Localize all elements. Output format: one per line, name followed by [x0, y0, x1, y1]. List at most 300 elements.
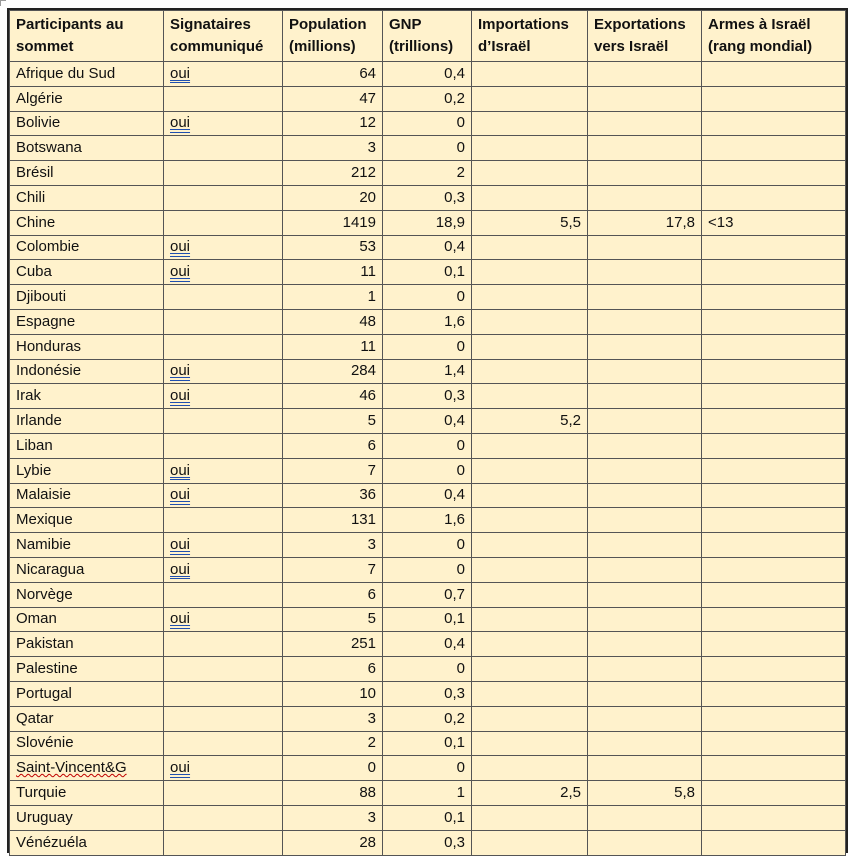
cell-signataire-text: oui	[170, 114, 191, 132]
cell-gnp-text: 0,1	[444, 808, 465, 826]
cell-population	[283, 235, 383, 260]
cell-gnp	[383, 731, 472, 756]
cell-population	[283, 508, 383, 533]
cell-population	[283, 632, 383, 657]
cell-signataire	[164, 409, 283, 434]
cell-population	[283, 384, 383, 409]
cell-armes	[702, 756, 846, 781]
cell-armes	[702, 409, 846, 434]
cell-exportations	[588, 86, 702, 111]
cell-gnp	[383, 781, 472, 806]
cell-gnp-text: 0	[456, 759, 465, 777]
cell-gnp	[383, 681, 472, 706]
cell-participant-text: Namibie	[16, 536, 72, 554]
cell-participant	[10, 285, 164, 310]
cell-population-text: 10	[359, 684, 376, 702]
cell-gnp-text: 0,7	[444, 585, 465, 603]
cell-population	[283, 657, 383, 682]
cell-armes	[702, 582, 846, 607]
cell-population-text: 36	[359, 486, 376, 504]
cell-participant-text: Irak	[16, 387, 42, 405]
cell-exportations	[588, 731, 702, 756]
cell-exportations	[588, 260, 702, 285]
cell-participant	[10, 433, 164, 458]
cell-participant-text: Chine	[16, 213, 56, 231]
cell-participant-text: Liban	[16, 436, 53, 454]
cell-armes	[702, 235, 846, 260]
table-row	[10, 582, 846, 607]
cell-signataire	[164, 384, 283, 409]
cell-signataire	[164, 830, 283, 855]
cell-importations	[472, 731, 588, 756]
cell-participant-text: Nicaragua	[16, 560, 85, 578]
cell-importations	[472, 830, 588, 855]
cell-gnp-text: 0,4	[444, 486, 465, 504]
header-armes: Armes à Israël (rang mondial)	[702, 11, 846, 62]
cell-importations	[472, 86, 588, 111]
cell-armes	[702, 111, 846, 136]
cell-population	[283, 483, 383, 508]
cell-population	[283, 458, 383, 483]
cell-participant-text: Palestine	[16, 660, 78, 678]
cell-exportations	[588, 433, 702, 458]
table-row	[10, 185, 846, 210]
cell-participant-text: Afrique du Sud	[16, 64, 116, 82]
cell-participant	[10, 781, 164, 806]
cell-participant-text: Oman	[16, 610, 57, 628]
cell-exportations	[588, 805, 702, 830]
cell-importations	[472, 334, 588, 359]
cell-participant-text: Qatar	[16, 709, 54, 727]
cell-participant	[10, 260, 164, 285]
cell-gnp	[383, 706, 472, 731]
cell-signataire	[164, 706, 283, 731]
cell-population	[283, 136, 383, 161]
cell-population-text: 284	[350, 362, 376, 380]
cell-gnp	[383, 136, 472, 161]
cell-importations	[472, 483, 588, 508]
cell-gnp-text: 0	[456, 560, 465, 578]
cell-armes	[702, 706, 846, 731]
cell-gnp	[383, 185, 472, 210]
cell-population-text: 11	[360, 337, 376, 355]
cell-exportations	[588, 409, 702, 434]
cell-participant-text: Irlande	[16, 412, 62, 430]
cell-population-text: 12	[359, 114, 376, 132]
cell-gnp-text: 0	[456, 536, 465, 554]
cell-gnp	[383, 210, 472, 235]
cell-gnp	[383, 483, 472, 508]
cell-gnp	[383, 607, 472, 632]
cell-importations-text: 5,2	[560, 412, 581, 430]
cell-population	[283, 86, 383, 111]
cell-gnp	[383, 62, 472, 87]
cell-signataire-text: oui	[170, 263, 191, 281]
cell-importations	[472, 210, 588, 235]
cell-participant	[10, 731, 164, 756]
cell-importations	[472, 458, 588, 483]
table-row	[10, 508, 846, 533]
cell-population-text: 5	[367, 412, 376, 430]
cell-gnp-text: 1,4	[444, 362, 465, 380]
cell-participant	[10, 161, 164, 186]
header-gnp: GNP (trillions)	[383, 11, 472, 62]
cell-gnp-text: 0	[456, 288, 465, 306]
cell-population	[283, 706, 383, 731]
cell-participant	[10, 409, 164, 434]
cell-participant	[10, 384, 164, 409]
table-row	[10, 136, 846, 161]
cell-participant-text: Chili	[16, 188, 46, 206]
cell-population-text: 1	[367, 288, 376, 306]
cell-signataire	[164, 260, 283, 285]
cell-population	[283, 285, 383, 310]
cell-participant-text: Indonésie	[16, 362, 82, 380]
cell-armes	[702, 483, 846, 508]
page-corner-mark	[0, 0, 6, 6]
header-participants: Participants au sommet	[10, 11, 164, 62]
cell-gnp	[383, 309, 472, 334]
cell-signataire-text: oui	[170, 362, 191, 380]
cell-gnp	[383, 508, 472, 533]
cell-gnp-text: 0,2	[444, 709, 465, 727]
cell-participant-text: Espagne	[16, 312, 76, 330]
cell-participant	[10, 111, 164, 136]
cell-gnp-text: 0,3	[444, 684, 465, 702]
cell-exportations	[588, 458, 702, 483]
cell-signataire	[164, 805, 283, 830]
cell-signataire	[164, 359, 283, 384]
cell-signataire	[164, 111, 283, 136]
cell-armes	[702, 607, 846, 632]
cell-participant	[10, 508, 164, 533]
cell-exportations	[588, 136, 702, 161]
cell-participant	[10, 830, 164, 855]
cell-importations-text: 5,5	[560, 213, 581, 231]
cell-gnp-text: 0	[456, 337, 465, 355]
cell-population	[283, 557, 383, 582]
cell-exportations	[588, 483, 702, 508]
cell-signataire-text: oui	[170, 536, 191, 554]
cell-population	[283, 731, 383, 756]
cell-participant-text: Brésil	[16, 164, 54, 182]
cell-armes	[702, 86, 846, 111]
cell-participant	[10, 632, 164, 657]
cell-signataire	[164, 458, 283, 483]
cell-population-text: 11	[360, 263, 376, 281]
cell-participant-text: Turquie	[16, 784, 67, 801]
cell-signataire-text: oui	[170, 759, 191, 777]
cell-signataire	[164, 235, 283, 260]
cell-importations	[472, 285, 588, 310]
table-row	[10, 210, 846, 235]
cell-importations	[472, 309, 588, 334]
cell-population-text: 3	[367, 808, 376, 826]
cell-importations	[472, 409, 588, 434]
cell-population	[283, 260, 383, 285]
cell-signataire	[164, 582, 283, 607]
cell-armes	[702, 161, 846, 186]
cell-participant	[10, 706, 164, 731]
cell-signataire	[164, 161, 283, 186]
header-exportations: Exportations vers Israël	[588, 11, 702, 62]
cell-population-text: 0	[367, 759, 376, 777]
cell-participant	[10, 681, 164, 706]
cell-population-text: 1419	[342, 213, 376, 231]
cell-participant	[10, 805, 164, 830]
cell-population	[283, 210, 383, 235]
cell-gnp	[383, 235, 472, 260]
cell-signataire	[164, 86, 283, 111]
cell-participant	[10, 62, 164, 87]
cell-exportations	[588, 235, 702, 260]
cell-signataire	[164, 508, 283, 533]
cell-gnp-text: 0,4	[444, 64, 465, 82]
cell-gnp	[383, 805, 472, 830]
table-row	[10, 235, 846, 260]
cell-gnp	[383, 285, 472, 310]
cell-population	[283, 681, 383, 706]
header-population: Population (millions)	[283, 11, 383, 62]
cell-gnp-text: 0,3	[444, 188, 465, 206]
cell-armes	[702, 458, 846, 483]
cell-population-text: 131	[350, 511, 376, 529]
cell-exportations	[588, 607, 702, 632]
cell-participant	[10, 359, 164, 384]
cell-armes	[702, 334, 846, 359]
cell-importations	[472, 582, 588, 607]
cell-armes	[702, 260, 846, 285]
table-row	[10, 632, 846, 657]
cell-importations	[472, 557, 588, 582]
cell-population-text: 28	[359, 833, 376, 851]
cell-signataire-text: oui	[170, 238, 191, 256]
cell-gnp	[383, 458, 472, 483]
cell-importations	[472, 185, 588, 210]
cell-importations	[472, 681, 588, 706]
cell-participant	[10, 86, 164, 111]
cell-exportations	[588, 285, 702, 310]
cell-gnp	[383, 260, 472, 285]
cell-gnp-text: 0	[456, 660, 465, 678]
cell-participant-text: Honduras	[16, 337, 82, 355]
cell-importations	[472, 111, 588, 136]
cell-armes	[702, 62, 846, 87]
cell-exportations	[588, 533, 702, 558]
cell-gnp	[383, 533, 472, 558]
cell-participant-text: Botswana	[16, 139, 82, 157]
cell-armes	[702, 136, 846, 161]
table-row	[10, 781, 846, 806]
cell-signataire	[164, 433, 283, 458]
cell-population	[283, 805, 383, 830]
cell-population-text: 3	[367, 139, 376, 157]
cell-participant	[10, 756, 164, 781]
cell-participant-text: Cuba	[16, 263, 52, 281]
cell-gnp-text: 0	[456, 139, 465, 157]
cell-exportations	[588, 185, 702, 210]
table-row	[10, 681, 846, 706]
cell-exportations	[588, 384, 702, 409]
cell-armes	[702, 533, 846, 558]
cell-population-text: 3	[367, 709, 376, 727]
cell-gnp	[383, 334, 472, 359]
table-row	[10, 409, 846, 434]
table-row	[10, 533, 846, 558]
cell-participant	[10, 309, 164, 334]
cell-participant-text: Vénézuéla	[16, 833, 87, 851]
table-row	[10, 334, 846, 359]
cell-armes	[702, 632, 846, 657]
cell-participant-text: Algérie	[16, 89, 63, 107]
cell-importations	[472, 161, 588, 186]
cell-importations	[472, 62, 588, 87]
cell-population	[283, 111, 383, 136]
cell-signataire	[164, 334, 283, 359]
cell-population-text: 48	[359, 312, 376, 330]
table-row	[10, 830, 846, 855]
cell-gnp	[383, 756, 472, 781]
cell-participant-text: Uruguay	[16, 808, 73, 826]
cell-signataire-text: oui	[170, 610, 191, 628]
cell-participant	[10, 657, 164, 682]
cell-participant-text: Portugal	[16, 684, 72, 702]
table-row	[10, 756, 846, 781]
cell-population-text: 2	[367, 734, 376, 752]
cell-armes	[702, 210, 846, 235]
cell-gnp	[383, 582, 472, 607]
cell-armes	[702, 681, 846, 706]
cell-participant-text: Lybie	[16, 461, 52, 479]
cell-signataire	[164, 607, 283, 632]
cell-importations	[472, 384, 588, 409]
cell-population-text: 6	[367, 660, 376, 678]
table-row	[10, 111, 846, 136]
cell-importations	[472, 756, 588, 781]
cell-armes	[702, 557, 846, 582]
cell-signataire	[164, 731, 283, 756]
cell-population	[283, 359, 383, 384]
table-header-row	[10, 11, 846, 62]
cell-exportations	[588, 830, 702, 855]
table-row	[10, 458, 846, 483]
cell-gnp-text: 0,4	[444, 238, 465, 256]
table-row	[10, 805, 846, 830]
cell-gnp	[383, 359, 472, 384]
cell-population-text: 46	[359, 387, 376, 405]
summit-participants-table	[9, 10, 846, 856]
cell-armes	[702, 285, 846, 310]
cell-exportations	[588, 508, 702, 533]
cell-exportations-text: 17,8	[665, 213, 695, 231]
cell-population	[283, 334, 383, 359]
cell-signataire	[164, 657, 283, 682]
cell-exportations	[588, 781, 702, 806]
cell-signataire-text: oui	[170, 64, 191, 82]
cell-population-text: 7	[367, 461, 376, 479]
cell-gnp	[383, 86, 472, 111]
cell-importations	[472, 706, 588, 731]
cell-gnp-text: 0,2	[444, 89, 465, 107]
cell-armes	[702, 359, 846, 384]
cell-gnp	[383, 384, 472, 409]
cell-exportations	[588, 632, 702, 657]
cell-population	[283, 533, 383, 558]
cell-importations	[472, 508, 588, 533]
cell-gnp	[383, 830, 472, 855]
cell-signataire	[164, 210, 283, 235]
table-row	[10, 309, 846, 334]
table-row	[10, 62, 846, 87]
cell-importations	[472, 235, 588, 260]
cell-participant	[10, 607, 164, 632]
cell-signataire-text: oui	[170, 387, 191, 405]
table-body	[10, 62, 846, 856]
header-importations: Importations d’Israël	[472, 11, 588, 62]
cell-exportations	[588, 334, 702, 359]
cell-gnp	[383, 433, 472, 458]
table-row	[10, 483, 846, 508]
table-row	[10, 359, 846, 384]
cell-gnp-text: 18,9	[435, 213, 465, 231]
cell-participant	[10, 483, 164, 508]
table-row	[10, 161, 846, 186]
cell-gnp	[383, 632, 472, 657]
cell-participant-text: Colombie	[16, 238, 80, 256]
cell-population-text: 212	[350, 164, 376, 182]
cell-armes	[702, 830, 846, 855]
cell-participant-text: Malaisie	[16, 486, 72, 504]
cell-signataire	[164, 781, 283, 806]
cell-gnp-text: 0	[456, 114, 465, 132]
cell-population-text: 251	[350, 635, 376, 653]
cell-armes	[702, 805, 846, 830]
cell-participant-text: Norvège	[16, 585, 73, 603]
cell-exportations	[588, 657, 702, 682]
cell-armes	[702, 731, 846, 756]
cell-population	[283, 62, 383, 87]
cell-importations	[472, 607, 588, 632]
cell-exportations	[588, 582, 702, 607]
cell-gnp-text: 1	[456, 784, 465, 801]
cell-gnp-text: 0,4	[444, 635, 465, 653]
summit-table-frame	[7, 8, 848, 853]
cell-importations	[472, 533, 588, 558]
cell-gnp-text: 0,3	[444, 387, 465, 405]
cell-gnp-text: 0	[456, 436, 465, 454]
cell-participant	[10, 136, 164, 161]
table-row	[10, 607, 846, 632]
cell-population-text: 64	[359, 64, 376, 82]
cell-importations	[472, 260, 588, 285]
cell-signataire	[164, 185, 283, 210]
cell-signataire	[164, 557, 283, 582]
cell-participant	[10, 210, 164, 235]
cell-signataire	[164, 756, 283, 781]
header-signataires: Signataires communiqué	[164, 11, 283, 62]
cell-exportations	[588, 756, 702, 781]
cell-exportations	[588, 161, 702, 186]
cell-population-text: 6	[367, 436, 376, 454]
cell-population	[283, 607, 383, 632]
cell-armes	[702, 657, 846, 682]
cell-participant	[10, 533, 164, 558]
cell-gnp	[383, 557, 472, 582]
cell-exportations	[588, 111, 702, 136]
table-row	[10, 657, 846, 682]
cell-population-text: 20	[359, 188, 376, 206]
cell-exportations	[588, 706, 702, 731]
